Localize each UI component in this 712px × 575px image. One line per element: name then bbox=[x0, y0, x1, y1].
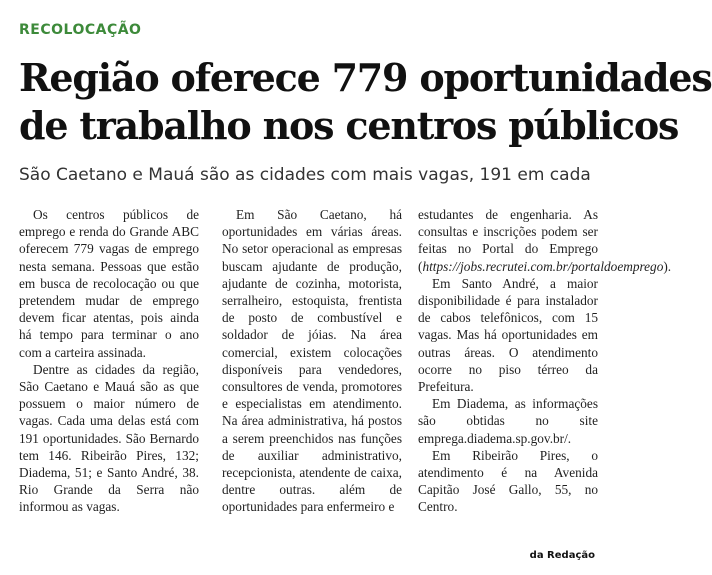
article-column-1 bbox=[19, 206, 199, 516]
paragraph: Dentre as cidades da região, São Caetano e Mauá são as que possuem o maior número de vagas. Cada uma delas está com 191 oportunidades. São Bernardo tem 146. Ribeirão Pires, 132; Diadema, 51; e Santo André, 38. Rio Grande da Serra não informou as vagas. bbox=[19, 361, 199, 515]
paragraph-text: estudantes de engenharia. As consultas e inscrições podem ser feitas no Portal do Emprego ( bbox=[418, 207, 598, 274]
headline-line-1: Região oferece 779 oportunidades bbox=[19, 55, 712, 100]
portal-link[interactable]: https://jobs.recrutei.com.br/portaldoemprego bbox=[422, 258, 664, 274]
paragraph: Os centros públicos de emprego e renda do Grande ABC oferecem 779 vagas de emprego nesta semana. Pessoas que estão em busca de recolocação ou que pretendem mudar de emprego devem ficar atentas, pois ainda há tempo para terminar o ano com a carteira assinada. bbox=[19, 207, 199, 360]
subheadline: São Caetano e Mauá são as cidades com mais vagas, 191 em cada bbox=[19, 165, 591, 185]
headline-line-2: de trabalho nos centros públicos bbox=[19, 103, 679, 148]
section-kicker: RECOLOCAÇÃO bbox=[19, 22, 142, 38]
paragraph: Em Diadema, as informações são obtidas no site emprega.diadema.sp.gov.br/. bbox=[418, 396, 598, 446]
article-column-2 bbox=[222, 206, 402, 516]
paragraph: Em São Caetano, há oportunidades em várias áreas. No setor operacional as empresas buscam ajudante de produção, ajudante de cozinha, motorista, serralheiro, estoquista, frentista de posto de combustível e soldador de jóias. Na área comercial, existem colocações disponíveis para vendedores, consultores de venda, promotores e especialistas em atendimento. Na área administrativa, há postos a serem preenchidos nas funções de auxiliar administrativo, recepcionista, atendente de caixa, dentre outras. além de oportunidades para enfermeiro e bbox=[222, 207, 402, 515]
paragraph-text-end: ). bbox=[663, 258, 672, 274]
paragraph: Em Santo André, a maior disponibilidade é para instalador de cabos telefônicos, com 15 vagas. Mas há oportunidades em outras áreas. O atendimento ocorre no piso térreo da Prefeitura. bbox=[418, 275, 598, 395]
article-column-3 bbox=[418, 206, 672, 516]
paragraph bbox=[418, 206, 672, 275]
paragraph: Em Ribeirão Pires, o atendimento é na Avenida Capitão José Gallo, 55, no Centro. bbox=[418, 447, 598, 515]
byline-credit: da Redação bbox=[529, 550, 595, 561]
headline bbox=[19, 54, 712, 150]
